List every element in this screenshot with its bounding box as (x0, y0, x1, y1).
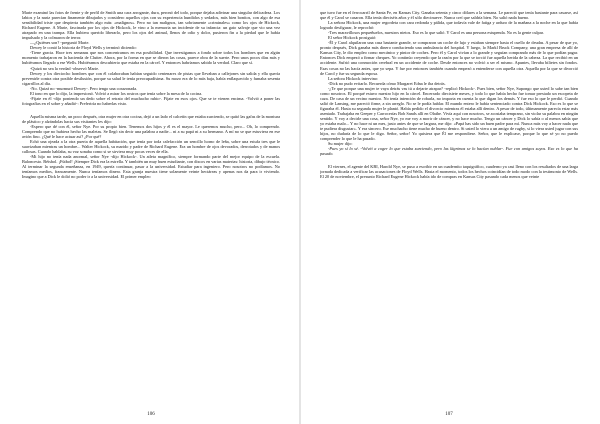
paragraph: El señor Hickock prosiguió: (328, 35, 377, 41)
section-break (320, 156, 578, 164)
paragraph: La señora Hickock, una mujer regordeta con cara redonda y pálida, que todavía vale de fatiga y arduro de la mañana a la noche en la que había logrado desfigurar, le reprochó: (320, 20, 578, 31)
right-page (320, 10, 578, 406)
left-page (22, 10, 280, 406)
paragraph: El viernes, el agente del KBI, Harold Nye, se puso a escribir en un cuadernito taquigráfico, cuaderno ya casi lleno con los resultados de una larga jornada dedicada a verificar las acusaciones de Floyd Wells. Hasta el momento, todos los hechos coincidían de todo modo con la testimonio de Wells. El 20 de noviembre, el presunto Richard Eugene Hickock había ido de compras en Kansas City pasando cada menos que veinte (320, 164, 578, 180)
paragraph: Aquella misma tarde, un poco después, otra mujer en otra cocina, dejó a un lado el calcetín que estaba zurciendo, se quitó las gafas de la montura de plástico y alzándolas hacia sus visitantes les dijo: (22, 113, 280, 124)
paragraph: -Pues yo sí lo sé. -Volvió a coger lo que estaba zurciendo, pero las lágrimas se lo hacían nublar-. Fue con amigos suyos. Eso es lo que ha pasado. (320, 146, 578, 157)
paragraph: -Él y Carol alquilaron una casa bastante grande, se compraron un coche de lujo y estaban siempre hasta el cuello de deudas. A pesar de que yo, pronto después, Dick ganaba más dinero conduciendo una ambulancia del hospital. Y luego, lo Markl Bruck Company, una gran empresa de allí de Kansas City, le dio empleo como mecánico y pintor de coches. Pero él y Carol vivían a lo grande y seguían comprando más de lo que podían pagar. Entonces Dick empezó a firmar cheques. Yo continúo creyendo que la razón por la que se torció fue aquella herida de la cabeza. La que recibió en un accidente. Sufrió una conmoción cerebral en un accidente de coche. Desde entonces no volvió a ser el mismo. Apuntes, llevaba bilietes sin fondos. Esas cosas no las hacía antes, que yo sepa. Y fue por entonces también cuando empezó a entenderse con aquella otra. Aquella por la que se divorció de Carol y fue su segunda esposa. (320, 40, 578, 76)
paragraph: Su mujer dijo: (328, 141, 353, 147)
paragraph: -Tres maravillosos pequeñuelos, nuestros nietos. Eso es lo que salió. Y Carol es una persona estupenda. No es la gente culpar. (328, 30, 544, 36)
page-gutter (299, 0, 301, 424)
paragraph: -Espero que dé con él, señor Nye. Por su propio bien. Tenemos dos hijos y él es el mayor. Le queremos mucho, pero... Oh, lo comprendo. Comprendo que no hubiera hecho las maletas. Se llegó sin decir una palabra a nadie... ni a su papá ni a su hermano. A mí no se que estuviera en ese avión fino. ¿Qué le hace actuar así? ¿Por qué? (22, 123, 280, 140)
page-number-right: 107 (445, 412, 453, 417)
section-break (22, 106, 280, 114)
paragraph: -Tiene gracia. Hace tres semanas que nos concentramos en esa posibilidad. Que investigamos a fondo sobre todos los hombres que en algún momento trabajaron en la hacienda de Clutter. Ahora, por la forma en que se dieron las cosas, parece obra de la suerte. Pero unos pocos días más y hubiéramos llegado a ese Wells. Hubiéramos descubierto que estaba en la cárcel. Y entonces habríamos sabido la verdad. Claro que sí. (22, 50, 280, 66)
paragraph: La señora Hickock intervino: (328, 75, 379, 81)
paragraph: -Fíjate en él -dijo poniendo un dedo sobre el retrato del muchacho rubio-. Fíjate en esos ojos. Que se te vienen encima. -Volvió a poner las fotografías en el sobre y añadió-: Preferiría no haberlas visto. (22, 95, 280, 106)
page-number-left: 106 (147, 412, 155, 417)
paragraph: -Mi hijo no tenía nada anormal, señor Nye -dijo Hickock-. Un atleta magnífico, siempre formando parte del mejor equipo de la escuela. Baloncesto. Béisbol. ¡Fútbol! ¡Siempre Dick era la estrella. Y también un muy buen estudiante, con discos en varias materias: historia, dibujo técnico. Al terminar la segunda enseñanza, en 1949, quería continuar, pasar a la universidad. Estudiar para ingeniero. Pero nosotros no podíamos. No teníamos medios, francamente. Nunca teníamos dinero. Esta granja nuestra tiene solamente veinte hectáreas y apenas nos da para ir viviendo. Imagino que a Dick le dolió no poder ir a la universidad. El primer empleo (22, 154, 280, 180)
paragraph: Dewey y los dieciocho hombres que con él colaboraban habían seguido centenares de pistas que llevaban a callejones sin salida y ella quería prevenirle contra otra posible desilusión, porque su salud le tenía preocupadísima. Su mozo era de lo más baja, había enflaquecido y fumaba sesenta cigarrillos al día. (22, 70, 280, 86)
paragraph: Echó una ojeada a la otra puerta de aquella habitación, que tenía por toda calefacción un sencillo horno de leña, sobre una estufa tres que le suavizaban mientras un hombre... Walter Hickock, su marido y padre de Richard Eugene. Era un hombre de ojos devorados, derrotados y de manos callosas. Cuando hablaba, su voz sonaba como si se sirviera muy pocas veces de ella. (22, 139, 280, 155)
paragraph: -Quizá no sea la verdad -observó Marie. (30, 65, 100, 71)
paragraph: -Dick no pudo evitarlo. Recuerda cómo Margaret Edna le iba detrás. (328, 80, 446, 86)
paragraph: -No. Quizá no -murmuró Dewey-. Pero tengo una corazonada. (30, 85, 138, 91)
paragraph: —¿Quiénes son? -preguntó Marie. (30, 40, 90, 46)
paragraph: -¿Te que porque una mujer te vaya detrás vas tú a dejarte atrapar? -replicó Hickock-. Pues bien, señor Nye, Supongo que usted lo sabe tan bien como nosotros. El porqué estuvo nuestro hijo en la cárcel. Encerrado diecisiete meses, y todo lo que había hecho fue tomar prestado un escopeta de caza. De casa de un vecino nuestro. No tenía intención de robarla, no importa en cuenta lo que digan los demás. Y fue eso lo que le perdió. Cuando salió de Lansing, me pareció firme, a sin arreglo. No se le podía hablar. El mundo entero le había sentenciado contra Dick Hickock. Eso es lo que se figuraba él. Hasta su segunda mujer le plantó. Había pedido el divorcio mientras él estaba allí dentro. A pesar de todo, últimamente parecía estar más asentado. Trabajaba en Geeper y Carrocerías Bob Sands allí en Olathe. Vivía aquí con nosotros, se acostaba temprano, sin violar su palabra en ningún sentido. Y voy a decirle una cosa, señor Nye, yo me voy a morir de cáncer, y no hace mucho. Tengo un cáncer y Dick lo sabía o al menos sabía que yo estaba malo... Y no hace ni un mes, justo antes de que se largara, me dijo: «Papá has sido un buen padre para mí. Nunca más voy a hacer nada que te pudiera disgustar». Y era sincero. Ese muchacho tiene mucho de bueno dentro. Si usted lo viera a un amigo de rugby, si lo viera usted jugar con sus hijos, no dudaría de lo que le digo. Señor, señor! Yo quisiera que Él me respondiese. Señor, que le explicase, porque lo que sé yo no puedo comprender lo que le ha pasado. (320, 85, 578, 142)
paragraph: El tono en que lo dijo, la impresionó. Volvió a mirar los rostros que tenía sobre la mesa de la cocina. (30, 90, 203, 96)
paragraph: Marie examinó las fotos de frente y de perfil de Smith una cara arrogante, dura, peronó del todo, porque dejaba adivinar una singular delicadeza. Los labios y la nariz parecían finamente dibujados y considero aquellos ojos con su experiencia hundidos y sedados, más bien bonitos, con algo de esa sensibilidad triste que despierta también algo más: «malignos». Pero no tan malignos, tan sobriamente «criminales» como los ojos de Hickock, Richard Eugene. A Marie, fascinada por los ojos de Hickock, le vino a la memoria un incidente de su infancia: un gato salvaje que vio una vez atrapado en una trampa. Ella hubiera querido liberarlo, pero los ojos del animal, llenos de odio y dolor, pusieron fin a la piedad que le había impulsado y la colmaron de terror. (22, 10, 280, 41)
paragraph: Dewey le contó la historia de Floyd Wells y terminó diciendo: (30, 45, 137, 51)
paragraph: que tuvo fue en el ferrocarril de Santa Fe, en Kansas City. Ganaba setenta y cinco dólares a la semana. Le pareció que tenía bastante para casarse, así que él y Carol se casaron. Ella tenía dieciséis años y él sólo diecinueve. Nunca creí que saldría bien. No salió nada bueno. (320, 10, 578, 21)
